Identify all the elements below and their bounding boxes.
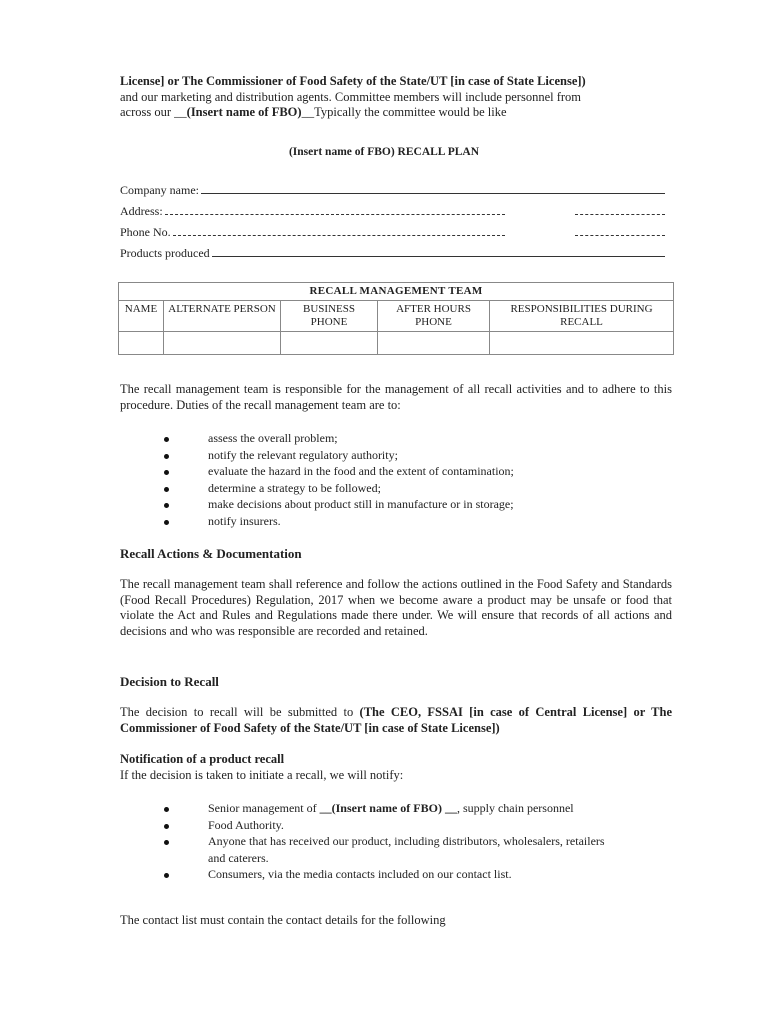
table-cell[interactable] (281, 332, 378, 355)
list-item (160, 513, 680, 530)
decision-authority: (The CEO, FSSAI [in case of Central License] or The Commissioner of Food Safety of the State/UT [in case of State License]) (120, 705, 672, 735)
intro-line-3 (120, 105, 672, 121)
bullet-icon (164, 873, 169, 878)
col-after-hours-phone: AFTER HOURS PHONE (378, 301, 490, 332)
bullet-icon (164, 437, 169, 442)
list-item (160, 430, 680, 447)
col-alternate-person: ALTERNATE PERSON (164, 301, 281, 332)
products-label: Products produced (120, 246, 210, 260)
actions-paragraph: The recall management team shall reference and follow the actions outlined in the Food Safety and Standards (Food Recall Procedures) Regulation, 2017 when we become aware a product may be unsafe or food that violate the Act and Rules and Regulations made there under. We will ensure that records of all actions and decisions and who was responsible are recorded and retained. (120, 577, 672, 638)
bullet-icon (164, 470, 169, 475)
intro-line-2: and our marketing and distribution agents. Committee members will include personnel from (120, 89, 582, 104)
recall-plan-title: (Insert name of FBO) RECALL PLAN (288, 146, 480, 158)
phone-line (173, 234, 505, 236)
table-title: RECALL MANAGEMENT TEAM (119, 283, 674, 301)
list-item-text: notify insurers. (208, 513, 281, 528)
table-cell[interactable] (164, 332, 281, 355)
table-cell[interactable] (378, 332, 490, 355)
address-label: Address: (120, 204, 163, 218)
phone-label: Phone No. (120, 225, 171, 239)
col-name: NAME (119, 301, 164, 332)
list-item-text: make decisions about product still in manufacture or in storage; (208, 497, 514, 511)
list-item-text: determine a strategy to be followed; (208, 480, 381, 495)
products-line (212, 255, 665, 257)
list-item (160, 463, 680, 480)
address-line-end (575, 213, 665, 215)
list-item-text: notify the relevant regulatory authority; (208, 447, 398, 462)
bullet-icon (164, 824, 169, 829)
fbo-placeholder: __(Insert name of FBO) __ (319, 801, 457, 815)
duties-list (160, 430, 680, 529)
intro-line-1: License] or The Commissioner of Food Safety of the State/UT [in case of State License]) (120, 74, 586, 88)
phone-field[interactable] (120, 222, 665, 240)
decision-paragraph (120, 705, 672, 736)
decision-text: The decision to recall will be submitted to (120, 705, 360, 719)
bullet-icon (164, 454, 169, 459)
bullet-icon (164, 807, 169, 812)
team-paragraph: The recall management team is responsible for the management of all recall activities and to adhere to this procedure. Duties of the recall management team are to: (120, 382, 672, 412)
list-item (160, 800, 680, 817)
table-cell[interactable] (490, 332, 674, 355)
actions-heading: Recall Actions & Documentation (120, 546, 302, 561)
notification-intro: If the decision is taken to initiate a recall, we will notify: (120, 768, 404, 782)
col-responsibilities: RESPONSIBILITIES DURING RECALL (490, 301, 674, 332)
notification-heading: Notification of a product recall (120, 752, 285, 766)
intro-line-3-pre: across our __ (120, 105, 187, 119)
products-field[interactable] (120, 243, 665, 261)
list-item (160, 447, 680, 464)
list-item (160, 817, 680, 834)
contact-list-line: The contact list must contain the contact details for the following (120, 913, 446, 927)
list-item-text: evaluate the hazard in the food and the extent of contamination; (208, 464, 514, 478)
list-item-text: Food Authority. (208, 817, 284, 832)
list-item-text: Senior management of (208, 801, 320, 815)
bullet-icon (164, 503, 169, 508)
notify-list (160, 800, 680, 883)
phone-line-end (575, 234, 665, 236)
list-item-text: , supply chain personnel (456, 801, 574, 815)
table-row (119, 332, 674, 355)
list-item (160, 866, 680, 883)
bullet-icon (164, 520, 169, 525)
bullet-icon (164, 840, 169, 845)
list-item (160, 496, 680, 513)
table-cell[interactable] (119, 332, 164, 355)
col-business-phone: BUSINESS PHONE (281, 301, 378, 332)
address-line (165, 213, 505, 215)
list-item-text: Consumers, via the media contacts included on our contact list. (208, 867, 512, 881)
list-item (160, 480, 680, 497)
company-name-field[interactable] (120, 180, 665, 198)
bullet-icon (164, 487, 169, 492)
decision-heading: Decision to Recall (120, 674, 219, 689)
company-name-label: Company name: (120, 183, 199, 197)
recall-management-table (118, 282, 674, 355)
intro-line-3-bold: (Insert name of FBO) (186, 105, 302, 119)
intro-paragraph (120, 74, 672, 121)
address-field[interactable] (120, 201, 665, 219)
table-header-row (119, 301, 674, 332)
company-name-line (201, 192, 665, 194)
list-item-text: Anyone that has received our product, including distributors, wholesalers, retailers and caterers. (208, 834, 605, 865)
intro-line-3-post: __Typically the committee would be like (301, 105, 507, 119)
list-item-text: assess the overall problem; (208, 431, 338, 445)
list-item (160, 833, 680, 866)
